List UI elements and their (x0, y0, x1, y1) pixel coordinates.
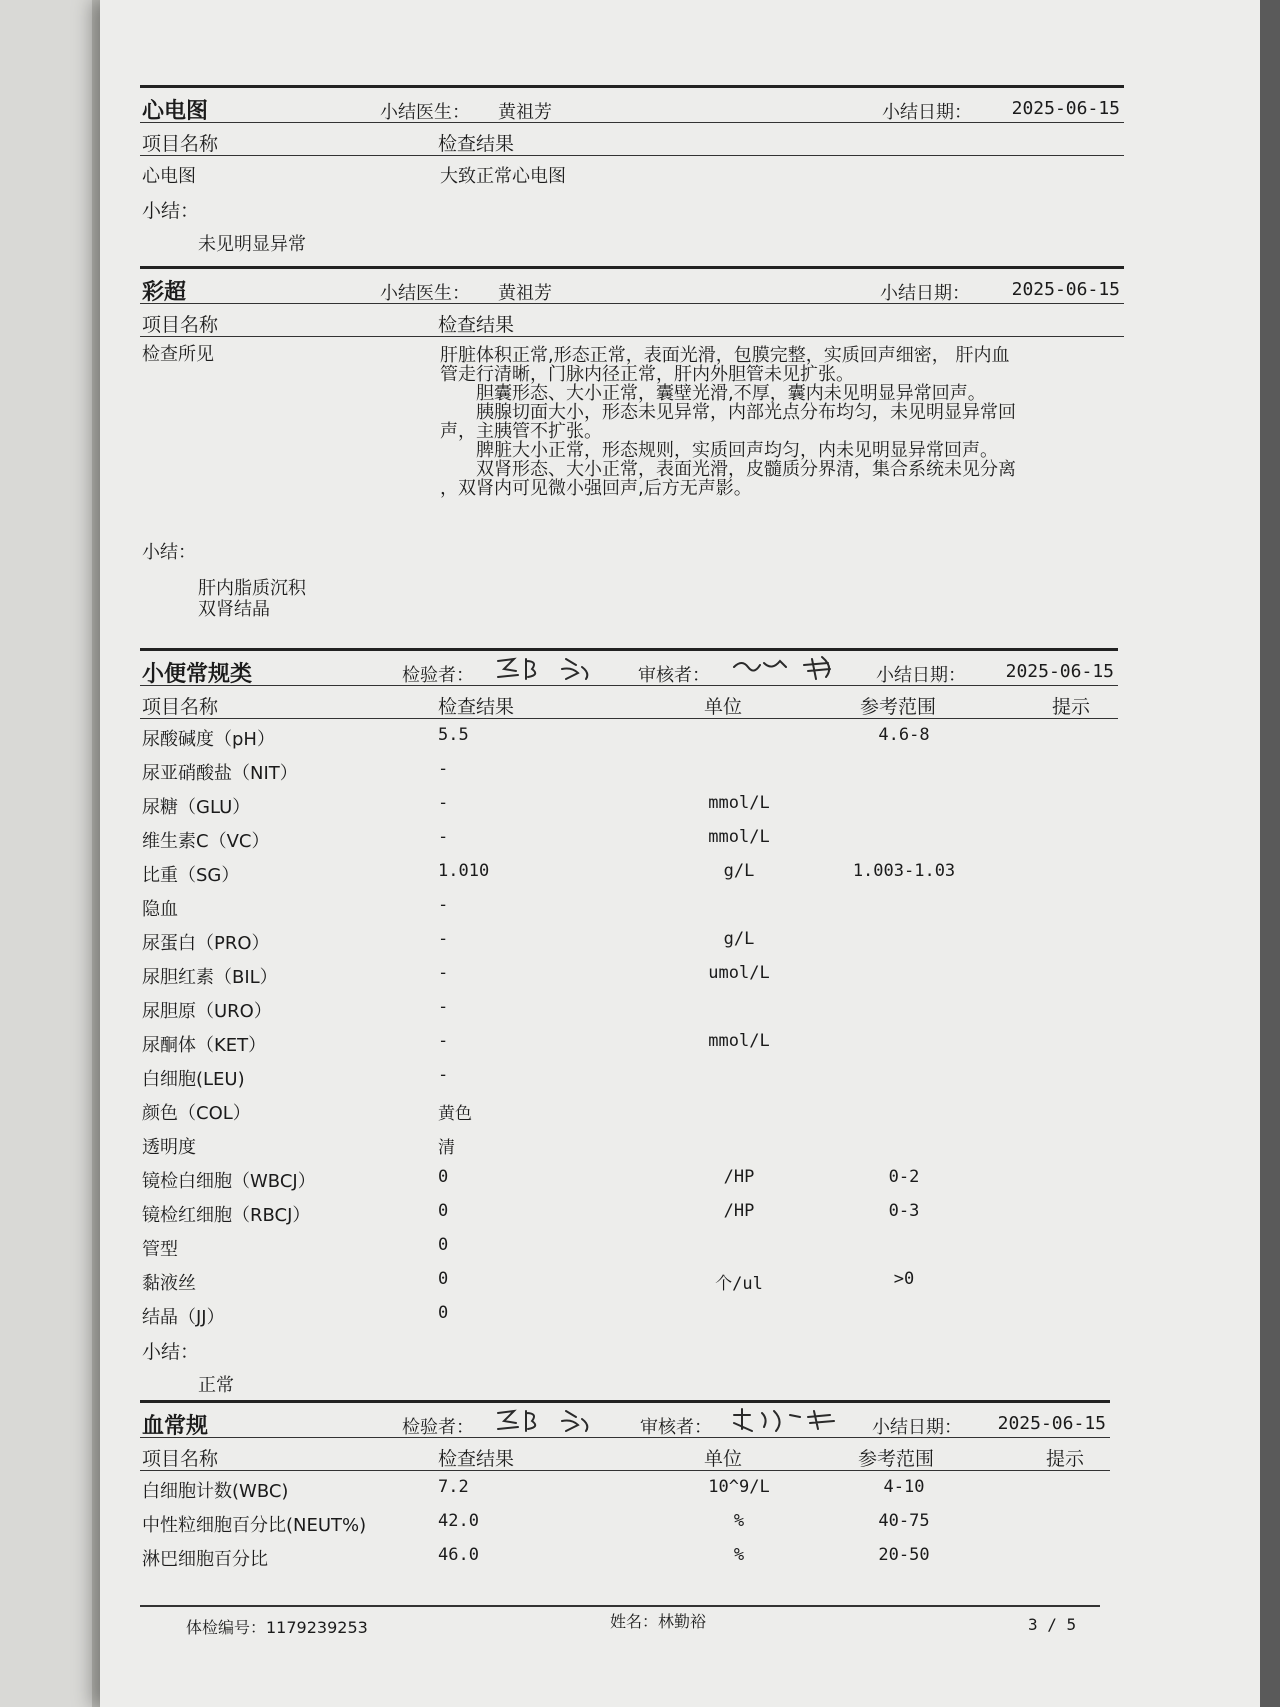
item-unit: mmol/L (708, 793, 770, 813)
table-row (140, 753, 1118, 787)
findings-line: ，双肾内可见微小强回声,后方无声影。 (440, 478, 752, 499)
table-row (140, 821, 1118, 855)
column-header (140, 123, 1124, 156)
item-unit: % (733, 1545, 745, 1565)
item-name: 尿蛋白（PRO） (142, 933, 270, 954)
item-name: 比重（SG） (142, 865, 240, 886)
item-name: 颜色（COL） (142, 1103, 251, 1124)
item-unit: mmol/L (708, 1031, 770, 1051)
section-title: 彩超 (142, 280, 187, 305)
left-page (0, 0, 100, 1707)
summary-date: 2025-06-15 (997, 1413, 1106, 1434)
item-name: 透明度 (142, 1137, 196, 1158)
item-result: - (438, 759, 449, 779)
urine-header (140, 648, 1118, 686)
item-result: - (438, 793, 449, 813)
item-name: 心电图 (142, 166, 196, 187)
doctor-name: 黄祖芳 (498, 102, 552, 123)
section-title: 血常规 (142, 1414, 209, 1439)
item-result: 5.5 (438, 725, 469, 745)
item-ref: 20-50 (878, 1545, 930, 1565)
findings-line: 胆囊形态、大小正常，囊壁光滑,不厚，囊内未见明显异常回声。 (440, 383, 986, 404)
summary-row (140, 1365, 1118, 1399)
table-row (140, 1161, 1118, 1195)
item-ref: 0-3 (888, 1201, 920, 1221)
item-result: 黄色 (438, 1104, 472, 1124)
exam-number: 体检编号：1179239253 (186, 1618, 368, 1637)
item-result: 0 (438, 1235, 449, 1255)
column-header (140, 304, 1124, 337)
tester-signature (492, 653, 612, 683)
findings-text (440, 346, 1120, 498)
reviewer-label: 审核者： (640, 1417, 712, 1438)
summary-label-row (140, 190, 1124, 224)
item-result: 46.0 (438, 1545, 479, 1565)
blood-header (140, 1400, 1110, 1438)
summary-text: 正常 (198, 1375, 234, 1396)
item-name: 白细胞计数(WBC) (142, 1481, 289, 1502)
urine-rows (140, 719, 1118, 1331)
item-name: 隐血 (142, 899, 178, 920)
col-item: 项目名称 (142, 133, 219, 155)
reviewer-signature (730, 1405, 860, 1435)
col-result: 检查结果 (438, 696, 515, 718)
tester-signature (492, 1405, 612, 1435)
col-result: 检查结果 (438, 314, 515, 336)
item-name: 黏液丝 (142, 1273, 196, 1294)
date-label: 小结日期： (882, 102, 972, 123)
col-hint: 提示 (1046, 1448, 1085, 1470)
item-result: 0 (438, 1167, 449, 1187)
findings-line: 双肾形态、大小正常，表面光滑，皮髓质分界清，集合系统未见分离 (440, 459, 1016, 480)
item-name: 管型 (142, 1239, 178, 1260)
summary-date: 2025-06-15 (1011, 98, 1120, 119)
col-result: 检查结果 (438, 133, 515, 155)
col-unit: 单位 (704, 696, 743, 718)
table-row (140, 957, 1118, 991)
item-name: 尿亚硝酸盐（NIT） (142, 763, 298, 784)
blood-section (140, 1400, 1110, 1573)
col-item: 项目名称 (142, 696, 219, 718)
table-row (140, 1093, 1118, 1127)
item-result: - (438, 963, 449, 983)
col-ref: 参考范围 (858, 1448, 935, 1470)
item-name: 镜检白细胞（WBCJ） (142, 1171, 316, 1192)
table-row (140, 1539, 1110, 1573)
item-result: - (438, 827, 449, 847)
summary-date: 2025-06-15 (1011, 279, 1120, 300)
item-ref: 4.6-8 (878, 725, 930, 745)
item-result: 7.2 (438, 1477, 469, 1497)
table-row (140, 991, 1118, 1025)
column-header (140, 1438, 1110, 1471)
item-name: 镜检红细胞（RBCJ） (142, 1205, 311, 1226)
date-label: 小结日期： (876, 665, 966, 686)
item-name: 尿糖（GLU） (142, 797, 251, 818)
tester-label: 检验者： (402, 1417, 474, 1438)
item-result: 0 (438, 1201, 449, 1221)
table-row (140, 1059, 1118, 1093)
table-row (140, 1297, 1118, 1331)
date-label: 小结日期： (872, 1417, 962, 1438)
ultrasound-section (140, 266, 1124, 626)
item-unit: /HP (723, 1167, 755, 1187)
table-row (140, 1263, 1118, 1297)
item-result: 0 (438, 1269, 449, 1289)
page-number: 3 / 5 (1028, 1615, 1077, 1634)
item-unit: mmol/L (708, 827, 770, 847)
summary-text: 未见明显异常 (198, 234, 306, 255)
item-unit: % (733, 1511, 745, 1531)
item-name: 尿胆红素（BIL） (142, 967, 278, 988)
item-result: - (438, 929, 449, 949)
background-right (1260, 0, 1280, 1707)
col-hint: 提示 (1052, 696, 1091, 718)
item-name: 检查所见 (142, 344, 214, 365)
item-name: 尿胆原（URO） (142, 1001, 272, 1022)
patient-name: 姓名：林勤裕 (610, 1612, 707, 1631)
tester-label: 检验者： (402, 665, 474, 686)
item-unit: /HP (723, 1201, 755, 1221)
section-title: 小便常规类 (142, 662, 253, 687)
item-ref: 1.003-1.03 (852, 861, 956, 881)
table-row (140, 855, 1118, 889)
summary-line: 肝内脂质沉积 (198, 578, 306, 599)
item-name: 维生素C（VC） (142, 831, 270, 852)
findings-line: 胰腺切面大小，形态未见异常，内部光点分布均匀，未见明显异常回 (440, 402, 1016, 423)
ecg-section (140, 85, 1124, 258)
col-item: 项目名称 (142, 314, 219, 336)
col-result: 检查结果 (438, 1448, 515, 1470)
ultrasound-header (140, 266, 1124, 304)
summary-line: 双肾结晶 (198, 599, 270, 620)
item-name: 淋巴细胞百分比 (142, 1549, 268, 1570)
summary-date: 2025-06-15 (1005, 661, 1114, 682)
item-unit: umol/L (708, 963, 770, 983)
table-row (140, 1127, 1118, 1161)
item-result: 42.0 (438, 1511, 479, 1531)
table-row (140, 787, 1118, 821)
table-row (140, 156, 1124, 190)
table-row (140, 1505, 1110, 1539)
item-result: 1.010 (438, 861, 490, 881)
item-result: - (438, 997, 449, 1017)
item-ref: 4-10 (883, 1477, 925, 1497)
summary-row (140, 224, 1124, 258)
table-row (140, 1471, 1110, 1505)
item-unit: g/L (723, 861, 755, 881)
item-result: - (438, 895, 449, 915)
summary-label: 小结： (142, 1341, 200, 1363)
findings-line: 脾脏大小正常，形态规则，实质回声均匀，内未见明显异常回声。 (440, 440, 998, 461)
item-unit: 个/ul (715, 1274, 763, 1294)
item-name: 白细胞(LEU) (142, 1069, 245, 1090)
item-ref: 40-75 (878, 1511, 930, 1531)
reviewer-signature (730, 653, 860, 683)
column-header (140, 686, 1118, 719)
item-result: - (438, 1065, 449, 1085)
item-result: 0 (438, 1303, 449, 1323)
date-label: 小结日期： (880, 283, 970, 304)
item-unit: g/L (723, 929, 755, 949)
item-result: 大致正常心电图 (440, 166, 566, 187)
item-name: 尿酮体（KET） (142, 1035, 267, 1056)
col-ref: 参考范围 (860, 696, 937, 718)
item-result: 清 (438, 1138, 455, 1158)
table-row (140, 923, 1118, 957)
item-unit: 10^9/L (708, 1477, 770, 1497)
item-name: 尿酸碱度（pH） (142, 729, 275, 750)
table-row (140, 1195, 1118, 1229)
col-unit: 单位 (704, 1448, 743, 1470)
item-ref: >0 (893, 1269, 915, 1289)
ecg-header (140, 85, 1124, 123)
page-footer (140, 1605, 1100, 1647)
table-row (140, 1025, 1118, 1059)
blood-rows (140, 1471, 1110, 1573)
binding-edge (92, 0, 100, 1707)
doctor-label: 小结医生： (380, 283, 470, 304)
findings-line: 肝脏体积正常,形态正常，表面光滑，包膜完整，实质回声细密， 肝内血 (440, 345, 1010, 366)
reviewer-label: 审核者： (638, 665, 710, 686)
item-result: - (438, 1031, 449, 1051)
doctor-label: 小结医生： (380, 102, 470, 123)
table-row (140, 719, 1118, 753)
table-row (140, 1229, 1118, 1263)
summary-label-row (140, 1331, 1118, 1365)
col-item: 项目名称 (142, 1448, 219, 1470)
findings-line: 声，主胰管不扩张。 (440, 421, 602, 442)
doctor-name: 黄祖芳 (498, 283, 552, 304)
item-name: 中性粒细胞百分比(NEUT%) (142, 1515, 367, 1536)
summary-label: 小结： (142, 542, 196, 563)
findings-line: 管走行清晰，门脉内径正常，肝内外胆管未见扩张。 (440, 364, 854, 385)
urine-section (140, 648, 1118, 1399)
summary-label: 小结： (142, 200, 200, 222)
item-name: 结晶（JJ） (142, 1307, 225, 1328)
item-ref: 0-2 (888, 1167, 920, 1187)
table-row (140, 889, 1118, 923)
section-title: 心电图 (142, 99, 209, 124)
